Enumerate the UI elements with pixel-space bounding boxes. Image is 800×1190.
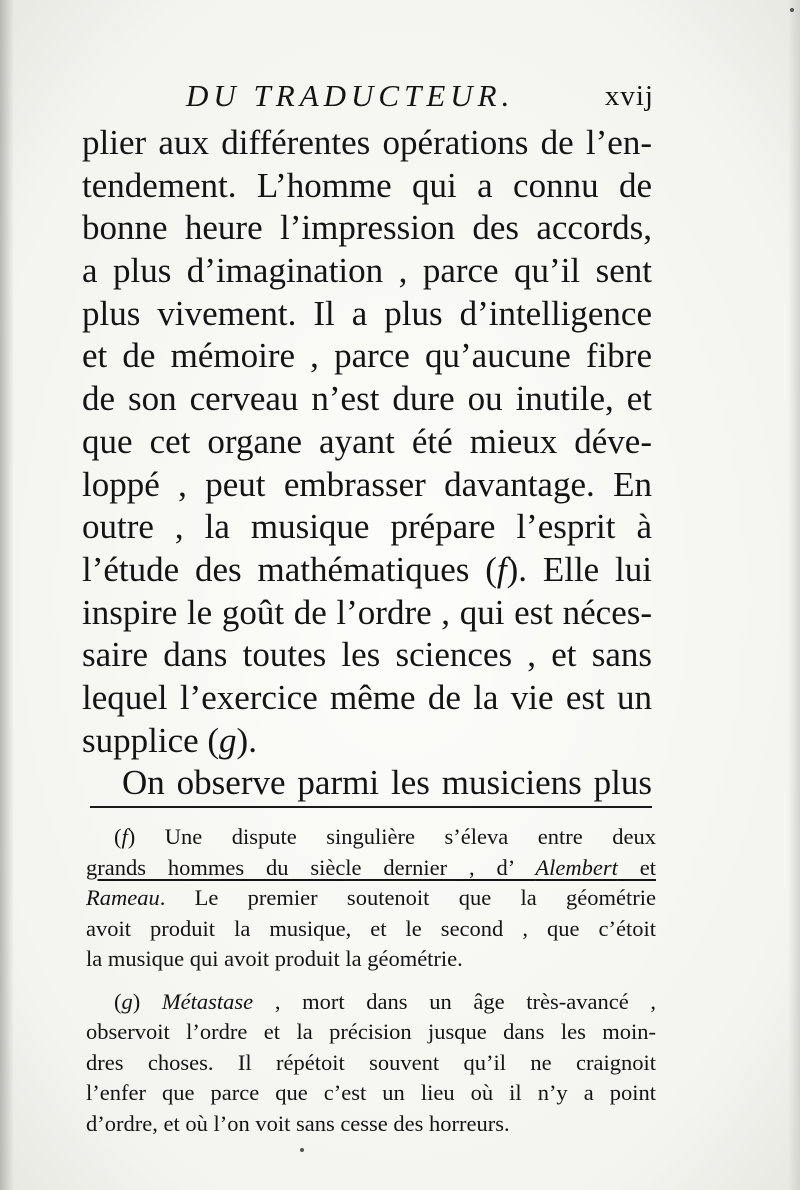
body-line: et de mémoire , parce qu’aucune fibre [82, 336, 652, 376]
running-head [86, 78, 654, 118]
footnote-line: grands hommes du siècle dernier , d’ Alembert et [86, 854, 656, 880]
body-line: lequel l’exercice même de la vie est un [82, 677, 652, 717]
paper-speck [300, 1148, 304, 1152]
body-line: de son cerveau n’est dure ou inutile, et [82, 379, 652, 419]
page-gutter-shadow [0, 0, 14, 1190]
footnote-f [86, 822, 656, 975]
body-line: outre , la musique prépare l’esprit à [82, 507, 652, 547]
body-text [82, 122, 652, 805]
footnote-line: Rameau. Le premier soutenoit que la géométrie [86, 885, 656, 910]
body-line: supplice (g). [82, 720, 257, 760]
page-edge-shadow [788, 0, 800, 1190]
footnotes [86, 822, 656, 1139]
paper-speck [790, 8, 794, 12]
running-head-title: DU TRADUCTEUR. [186, 78, 515, 113]
body-line: plus vivement. Il a plus d’intelligence [82, 293, 652, 333]
body-line: saire dans toutes les sciences , et sans [82, 635, 652, 675]
body-line: a plus d’imagination , parce qu’il sent [82, 251, 652, 291]
body-line: bonne heure l’impression des accords, [82, 208, 652, 248]
footnote-line: la musique qui avoit produit la géométrie. [86, 946, 463, 971]
footnote-line: observoit l’ordre et la précision jusque dans les moin- [86, 1019, 656, 1044]
body-line: plier aux différentes opérations de l’en- [82, 123, 652, 162]
footnote-line: dres choses. Il répétoit souvent qu’il ne craignoit [86, 1049, 656, 1075]
body-line: l’étude des mathématiques (f). Elle lui [82, 549, 652, 589]
footnote-g [86, 987, 656, 1140]
footnote-line: (f) Une dispute singulière s’éleva entre deux [114, 824, 656, 849]
body-line: On observe parmi les musiciens plus [122, 763, 652, 803]
body-line: tendement. L’homme qui a connu de [82, 165, 652, 205]
body-line: inspire le goût de l’ordre , qui est néces- [82, 592, 652, 632]
footnote-line: (g) Métastase , mort dans un âge très-avancé , [114, 988, 656, 1014]
footnote-line: d’ordre, et où l’on voit sans cesse des horreurs. [86, 1110, 510, 1136]
footnote-line: avoit produit la musique, et le second , que c’étoit [86, 915, 656, 941]
body-line: que cet organe ayant été mieux déve- [82, 421, 652, 461]
footnote-line: l’enfer que parce que c’est un lieu où il n’y a point [86, 1080, 656, 1105]
footnote-rule [90, 806, 652, 808]
body-line: loppé , peut embrasser davantage. En [82, 464, 652, 504]
page-number: xvij [604, 80, 654, 112]
